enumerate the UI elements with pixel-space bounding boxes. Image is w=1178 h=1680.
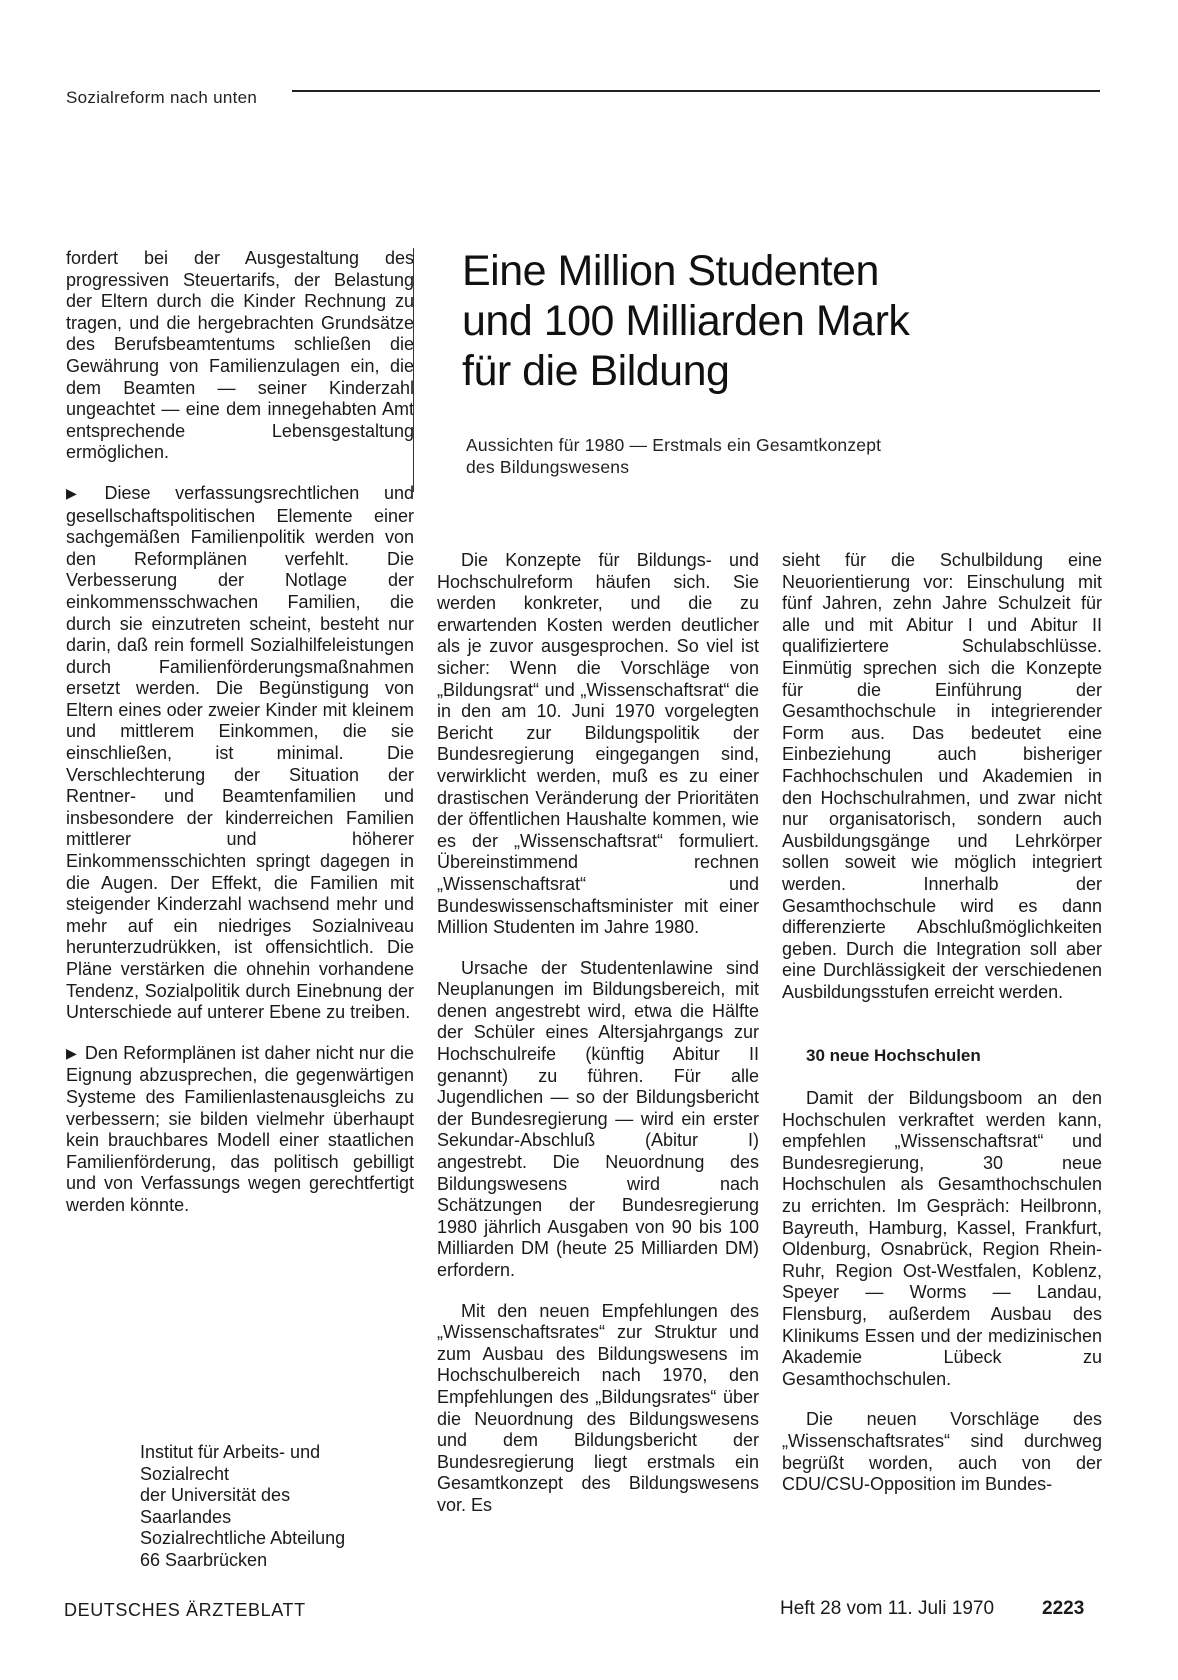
middle-paragraph-3: Mit den neuen Empfehlungen des „Wissenschaftsrates“ zur Struktur und zum Ausbau des Bildungswesens im Hochschulbereich nach 1970, den Empfehlungen des „Bildungsrates“ über die Neuordnung des Bildungswesens und dem Bildungsbericht der Bundesregierung liegt erstmals ein Gesamtkonzept des Bildungswesens vor. Es (437, 1300, 759, 1515)
left-paragraph-2-text: Diese verfassungsrechtlichen und gesellschaftspolitischen Elemente einer sachgemäßen Familienpolitik werden von den Reformplänen verfehlt. Die Verbesserung der Notlage der einkommensschwachen Familien, die durch sie einzutreten scheint, besteht nur darin, daß rein formell Sozialhilfeleistungen durch Familienförderungsmaßnahmen ersetzt werden. Die Begünstigung von Eltern eines oder zweier Kinder mit kleinem und mittlerem Einkommen, die sie einschließen, ist minimal. Die Verschlechterung der Situation der Rentner- und Beamtenfamilien und insbesondere der kinderreichen Familien mittlerer und höherer Einkommensschichten springt dagegen in die Augen. Der Effekt, die Familien mit steigender Kinderzahl wachsend mehr und mehr auf ein niedriges Sozialniveau herunterzudrükken, ist offensichtlich. Die Pläne verstärken die ohnehin vorhandene Tendenz, Sozialpolitik durch Einebnung der Unterschiede auf unterer Ebene zu treiben. (66, 482, 414, 1023)
middle-paragraph-1: Die Konzepte für Bildungs- und Hochschulreform häufen sich. Sie werden konkreter, und die zu erwartenden Kosten werden deutlicher als je zuvor ausgesprochen. So viel ist sicher: Wenn die Vorschläge von „Bildungsrat“ und „Wissenschaftsrat“ die in den am 10. Juni 1970 vorgelegten Bericht zur Bildungspolitik der Bundesregierung eingegangen sind, verwirklicht werden, muß es zu einer drastischen Veränderung der Prioritäten der öffentlichen Haushalte kommen, wie es der „Wissenschaftsrat“ formuliert. Übereinstimmend rechnen „Wissenschaftsrat“ und Bundeswissenschaftsminister mit einer Million Studenten im Jahre 1980. (437, 550, 759, 938)
column-divider (413, 248, 414, 492)
headline-line: Eine Million Studenten (462, 247, 879, 295)
address-line: der Universität des (140, 1485, 291, 1506)
section-heading: 30 neue Hochschulen (806, 1046, 981, 1066)
bullet-icon: ▶ (66, 484, 97, 501)
right-column (782, 550, 1102, 1496)
header-rule (292, 90, 1100, 92)
section-paragraph-2: Die neuen Vorschläge des „Wissenschaftsrates“ sind durchweg begrüßt worden, auch von der CDU/CSU-Opposition im Bundes- (782, 1409, 1102, 1495)
author-address (140, 1442, 410, 1572)
subhead-line: des Bildungswesens (466, 457, 630, 477)
subhead-line: Aussichten für 1980 — Erstmals ein Gesamtkonzept (466, 435, 882, 455)
journal-name: DEUTSCHES ÄRZTEBLATT (64, 1600, 306, 1620)
left-paragraph-2 (66, 483, 414, 1024)
address-line: Sozialrecht (140, 1463, 230, 1484)
running-head: Sozialreform nach unten (66, 88, 258, 107)
footer-issue-block (780, 1598, 1084, 1620)
left-paragraph-3-text: Den Reformplänen ist daher nicht nur die Eignung abzusprechen, die gegenwärtigen Systeme des Familienlastenausgleichs zu verbessern; sie bilden vielmehr überhaupt kein brauchbares Modell einer staatlichen Familienförderung, das politisch gebilligt und von Verfassungs wegen gerechtfertigt werden könnte. (66, 1042, 414, 1215)
headline-line: für die Bildung (462, 347, 730, 395)
address-line: 66 Saarbrücken (140, 1549, 268, 1570)
address-line: Saarlandes (140, 1506, 232, 1527)
left-paragraph-3 (66, 1043, 414, 1217)
section-paragraph-1: Damit der Bildungsboom an den Hochschulen verkraftet werden kann, empfehlen „Wissenschaftsrat“ und Bundesregierung, 30 neue Hochschulen als Gesamthochschulen zu errichten. Im Gespräch: Heilbronn, Bayreuth, Hamburg, Kassel, Frankfurt, Oldenburg, Osnabrück, Region Rhein-Ruhr, Region Ost-Westfalen, Koblenz, Speyer — Worms — Landau, Flensburg, außerdem Ausbau des Klinikums Essen und der medizinischen Akademie Lübeck zu Gesamthochschulen. (782, 1088, 1102, 1389)
right-paragraph-1: sieht für die Schulbildung eine Neuorientierung vor: Einschulung mit fünf Jahren, zehn Jahre Schulzeit für alle und mit Abitur I und Abitur II qualifiziertere Schulabschlüsse. Einmütig sprechen sich die Konzepte für die Einführung der Gesamthochschule in integrierender Form aus. Das bedeutet eine Einbeziehung auch bisheriger Fachhochschulen und Akademien in den Hochschulrahmen, und zwar nicht nur organisatorisch, sondern auch Ausbildungsgänge und Lehrkörper sollen soweit wie möglich integriert werden. Innerhalb der Gesamthochschule wird es dann differenzierte Abschlußmöglichkeiten geben. Durch die Integration soll aber eine Durchlässigkeit der verschiedenen Ausbildungsstufen erreicht werden. (782, 550, 1102, 1002)
left-paragraph-1: fordert bei der Ausgestaltung des progressiven Steuertarifs, der Belastung der Eltern durch die Kinder Rechnung zu tragen, und die hergebrachten Grundsätze des Berufsbeamtentums schließen die Gewährung von Familienzulagen ein, die dem Beamten — seiner Kinderzahl ungeachtet — eine dem innegehabten Amt entsprechende Lebensgestaltung ermöglichen. (66, 248, 414, 463)
left-column (66, 248, 414, 1217)
article-headline (462, 246, 1102, 396)
middle-column (437, 550, 759, 1517)
address-line: Sozialrechtliche Abteilung (140, 1528, 346, 1549)
article-subhead (466, 434, 966, 478)
middle-paragraph-2: Ursache der Studentenlawine sind Neuplanungen im Bildungsbereich, mit denen angestrebt wird, etwa die Hälfte der Schüler eines Altersjahrgangs zur Hochschulreife (künftig Abitur II genannt) zu führen. Für alle Jugendlichen — so der Bildungsbericht der Bundesregierung — wird ein erster Sekundar-Abschluß (Abitur I) angestrebt. Die Neuordnung des Bildungswesens wird nach Schätzungen der Bundesregierung 1980 jährlich Ausgaben von 90 bis 100 Milliarden DM (heute 25 Milliarden DM) erfordern. (437, 957, 759, 1280)
headline-line: und 100 Milliarden Mark (462, 297, 910, 345)
bullet-icon: ▶ (66, 1044, 77, 1061)
address-line: Institut für Arbeits- und (140, 1442, 321, 1462)
issue-info: Heft 28 vom 11. Juli 1970 (780, 1598, 995, 1619)
page-number: 2223 (1042, 1598, 1085, 1619)
